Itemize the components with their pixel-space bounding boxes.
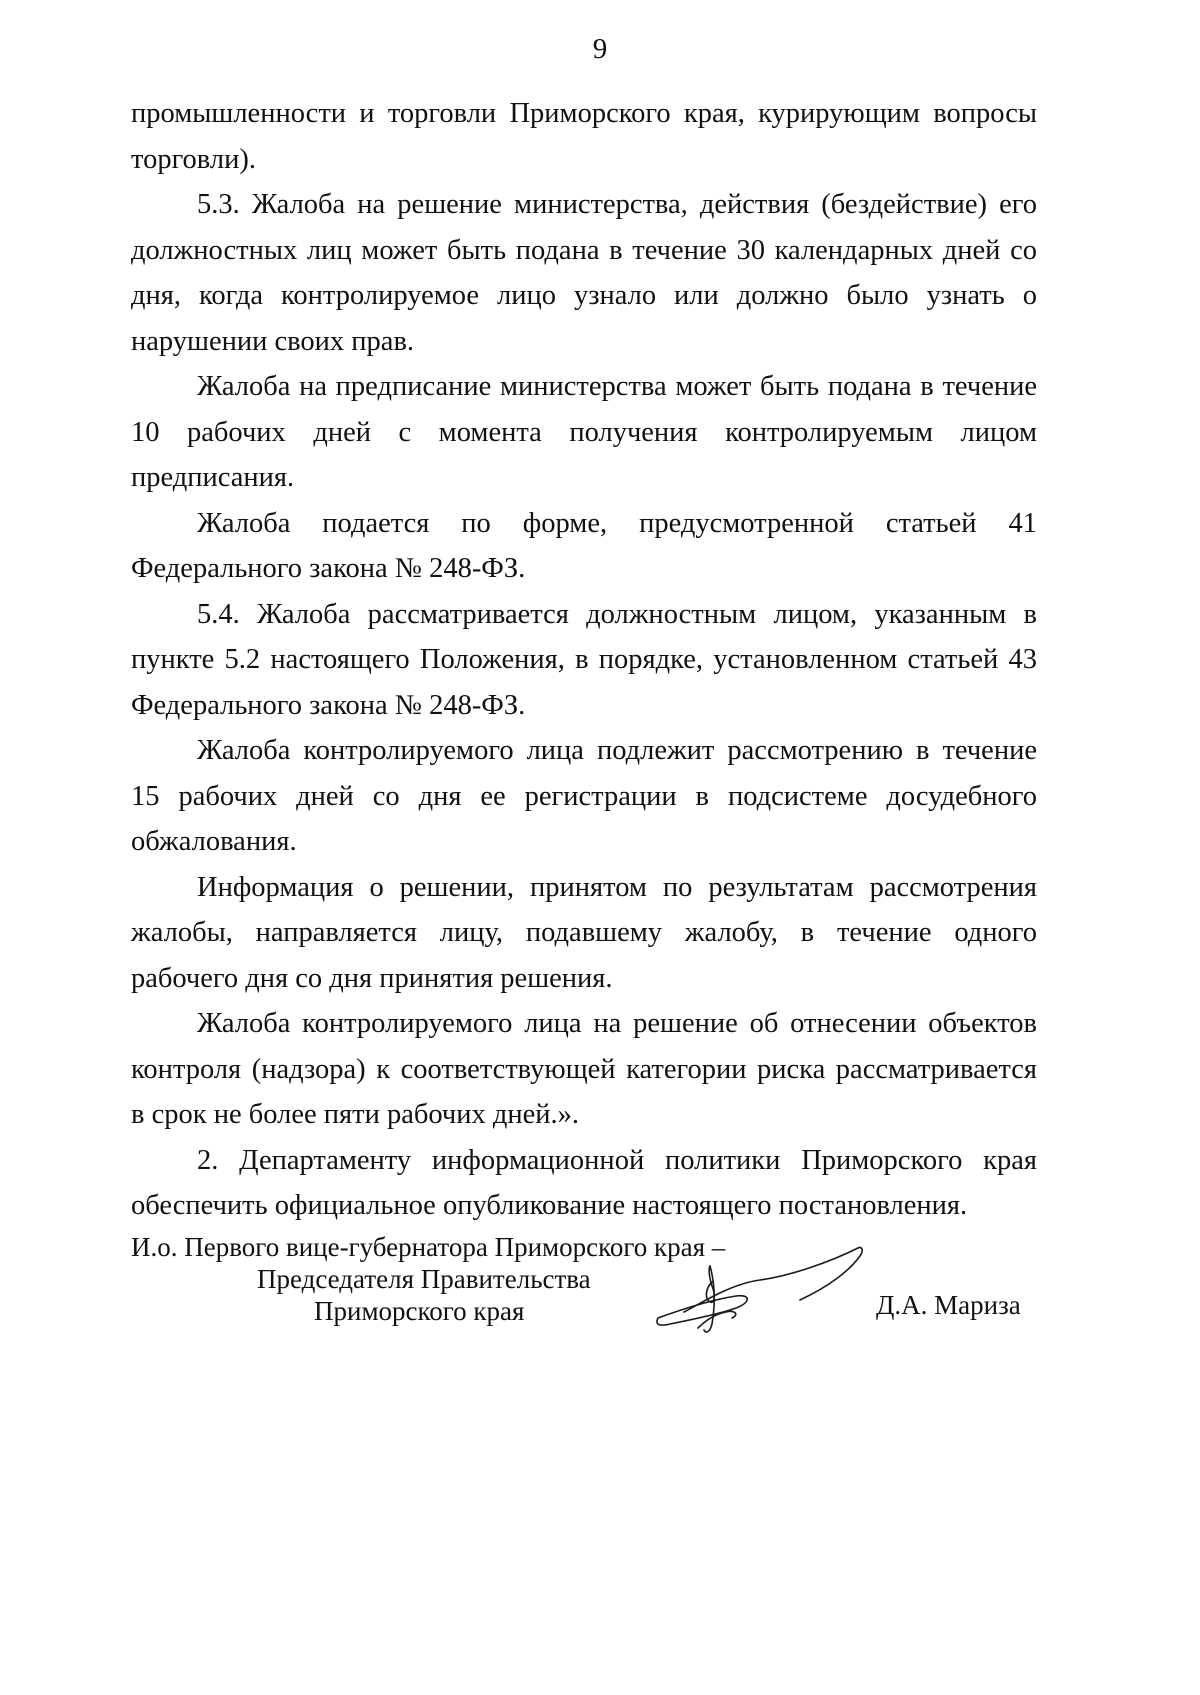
- signatory-title-line-3: Приморского края: [314, 1296, 525, 1326]
- paragraph-continuation: промышленности и торговли Приморского края, курирующим вопросы торговли).: [131, 98, 1037, 175]
- paragraph-5-3: 5.3. Жалоба на решение министерства, действия (бездействие) его должностных лиц может быть подана в течение 30 календарных дней со дня, когда контролируемое лицо узнало или должно было узнать о нарушении своих прав.: [131, 189, 1037, 357]
- document-body: [131, 91, 1037, 1229]
- paragraph-prescription-complaint: Жалоба на предписание министерства может быть подана в течение 10 рабочих дней с момента получения контролируемым лицом предписания.: [131, 371, 1037, 493]
- paragraph-decision-info: Информация о решении, принятом по результатам рассмотрения жалобы, направляется лицу, подавшему жалобу, в течение одного рабочего дня со дня принятия решения.: [131, 871, 1037, 994]
- paragraph-complaint-form: Жалоба подается по форме, предусмотренной статьей 41 Федерального закона № 248-ФЗ.: [131, 507, 1037, 584]
- paragraph-review-period: Жалоба контролируемого лица подлежит рассмотрению в течение 15 рабочих дней со дня ее регистрации в подсистеме досудебного обжалования.: [131, 735, 1037, 857]
- signer-name: Д.А. Мариза: [876, 1290, 1021, 1320]
- page-number: 9: [592, 33, 608, 65]
- paragraph-5-4: 5.4. Жалоба рассматривается должностным лицом, указанным в пункте 5.2 настоящего Положения, в порядке, установленном статьей 43 Федерального закона № 248-ФЗ.: [131, 598, 1037, 721]
- signatory-title-line-2: Председателя Правительства: [257, 1264, 591, 1294]
- paragraph-risk-category: Жалоба контролируемого лица на решение об отнесении объектов контроля (надзора) к соответствующей категории риска рассматривается в срок не более пяти рабочих дней.».: [131, 1008, 1037, 1130]
- signatory-title-line-1: И.о. Первого вице-губернатора Приморского края –: [131, 1232, 726, 1262]
- handwritten-signature: [640, 1240, 870, 1350]
- paragraph-publication: 2. Департаменту информационной политики Приморского края обеспечить официальное опубликование настоящего постановления.: [131, 1144, 1037, 1221]
